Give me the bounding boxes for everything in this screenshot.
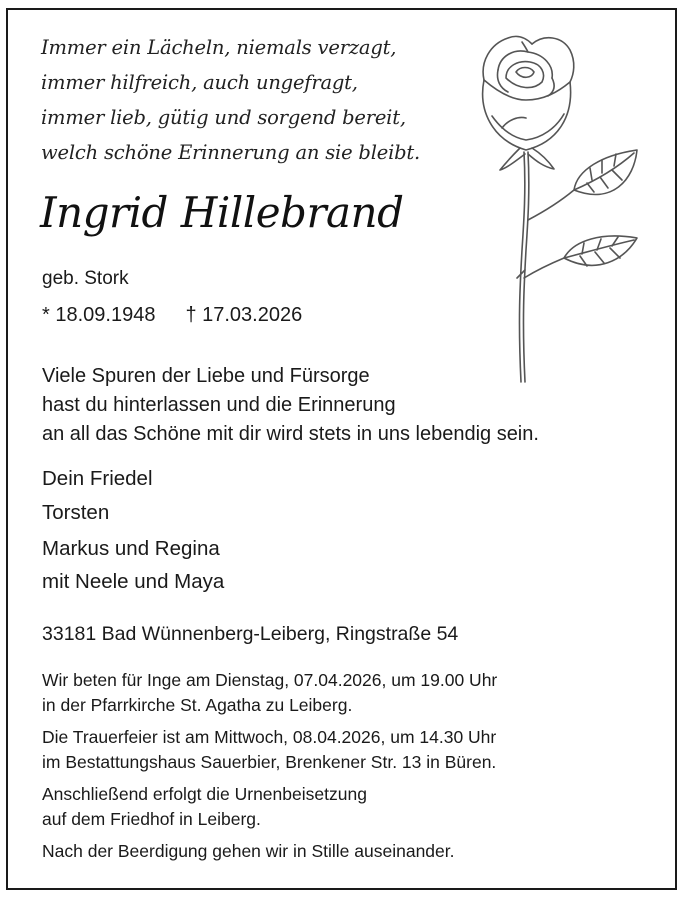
mourner: Torsten xyxy=(42,501,110,524)
poem xyxy=(41,30,420,170)
mourners-list xyxy=(42,462,224,596)
note-line: auf dem Friedhof in Leiberg. xyxy=(42,809,261,829)
death-date: † 17.03.2026 xyxy=(185,304,303,326)
verse-line: Viele Spuren der Liebe und Fürsorge xyxy=(42,365,370,387)
maiden-name: geb. Stork xyxy=(42,268,129,289)
note-silence xyxy=(42,839,497,864)
note-line: Nach der Beerdigung gehen wir in Stille auseinander. xyxy=(42,841,455,861)
verse-line: hast du hinterlassen und die Erinnerung xyxy=(42,394,396,416)
note-burial xyxy=(42,782,497,832)
mourner: Dein Friedel xyxy=(42,467,153,490)
note-line: im Bestattungshaus Sauerbier, Brenkener Str. 13 in Büren. xyxy=(42,752,497,772)
family-address: 33181 Bad Wünnenberg-Leiberg, Ringstraße 54 xyxy=(42,623,459,645)
verse-line: an all das Schöne mit dir wird stets in uns lebendig sein. xyxy=(42,423,539,445)
note-line: Anschließend erfolgt die Urnenbeisetzung xyxy=(42,784,367,804)
poem-line: welch schöne Erinnerung an sie bleibt. xyxy=(41,141,421,164)
note-service xyxy=(42,725,497,775)
mourner: mit Neele und Maya xyxy=(42,570,225,593)
memorial-verse xyxy=(42,362,539,449)
note-line: in der Pfarrkirche St. Agatha zu Leiberg. xyxy=(42,695,353,715)
deceased-name: Ingrid Hillebrand xyxy=(40,188,404,237)
mourner: Markus und Regina xyxy=(42,537,220,560)
note-line: Die Trauerfeier ist am Mittwoch, 08.04.2026, um 14.30 Uhr xyxy=(42,727,497,747)
poem-line: Immer ein Lächeln, niemals verzagt, xyxy=(41,36,397,59)
note-prayer xyxy=(42,668,497,718)
note-line: Wir beten für Inge am Dienstag, 07.04.2026, um 19.00 Uhr xyxy=(42,670,498,690)
birth-date: * 18.09.1948 xyxy=(42,304,156,326)
funeral-notes xyxy=(42,668,497,871)
poem-line: immer lieb, gütig und sorgend bereit, xyxy=(41,106,406,129)
poem-line: immer hilfreich, auch ungefragt, xyxy=(41,71,358,94)
life-dates xyxy=(42,304,302,327)
rose-icon xyxy=(462,20,652,390)
